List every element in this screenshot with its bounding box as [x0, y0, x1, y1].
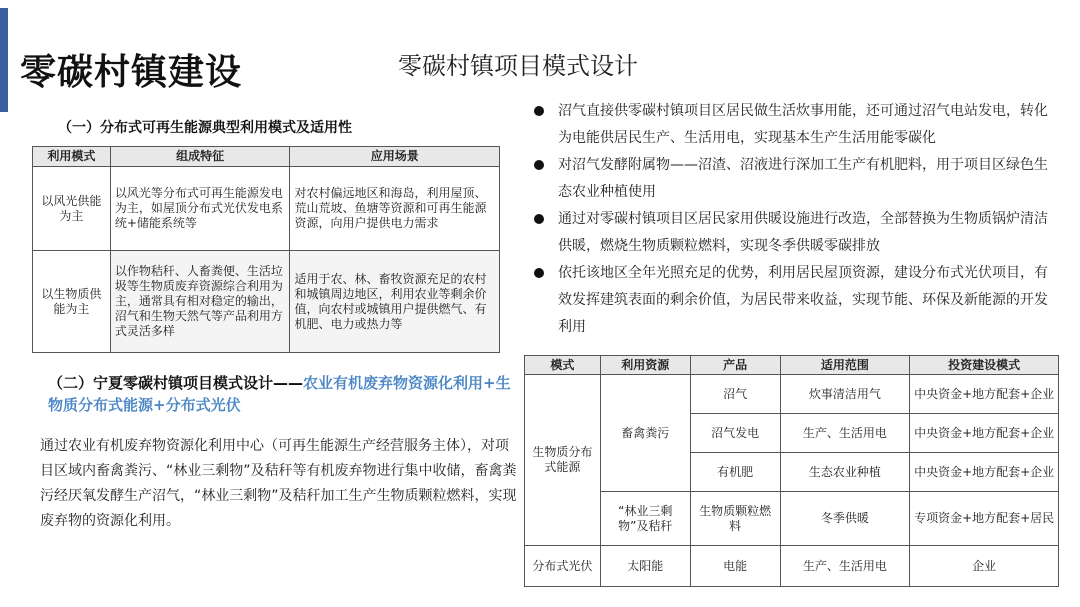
accent-bar [0, 8, 8, 112]
table-cell: 电能 [690, 546, 780, 587]
table-header-row [525, 356, 1059, 375]
table-cell: 生物质分布式能源 [525, 375, 601, 546]
bullet-icon [534, 160, 544, 170]
table-cell: 企业 [910, 546, 1059, 587]
table-cell: 有机肥 [690, 453, 780, 492]
list-item [528, 152, 1058, 206]
table-cell: 以作物秸秆、人畜粪便、生活垃圾等生物质废弃资源综合利用为主，通常具有相对稳定的输出，沼气和生物天然气等产品利用方式灵活多样 [110, 251, 290, 353]
section2-heading-highlight: 农业有机废弃物资源化利用+生物质分布式能源+分布式光伏 [48, 374, 511, 414]
list-item [528, 206, 1058, 260]
table-cell: 生产、生活用电 [780, 546, 910, 587]
column-header: 组成特征 [110, 147, 290, 167]
section1-heading: （一）分布式可再生能源典型利用模式及适用性 [58, 120, 352, 136]
table-cell: 太阳能 [600, 546, 690, 587]
column-header: 模式 [525, 356, 601, 375]
table-cell: 对农村偏远地区和海岛，利用屋顶、荒山荒坡、鱼塘等资源和可再生能源资源，向用户提供电力需求 [290, 167, 500, 251]
table-cell: 以风光供能为主 [33, 167, 111, 251]
list-item-text: 通过对零碳村镇项目区居民家用供暖设施进行改造，全部替换为生物质锅炉清洁供暖，燃烧生物质颗粒燃料，实现冬季供暖零碳排放 [558, 211, 1048, 254]
table-cell: 中央资金+地方配套+企业 [910, 375, 1059, 414]
column-header: 适用范围 [780, 356, 910, 375]
table-cell: 畜禽粪污 [600, 375, 690, 492]
section2-heading [48, 372, 518, 416]
table-cell: 以生物质供能为主 [33, 251, 111, 353]
table-cell: 生产、生活用电 [780, 414, 910, 453]
section2-heading-prefix: （二）宁夏零碳村镇项目模式设计—— [48, 374, 304, 392]
page-subtitle: 零碳村镇项目模式设计 [398, 52, 638, 80]
column-header: 应用场景 [290, 147, 500, 167]
list-item-text: 沼气直接供零碳村镇项目区居民做生活炊事用能，还可通过沼气电站发电，转化为电能供居民生产、生活用电，实现基本生产生活用能零碳化 [558, 103, 1048, 146]
section2-paragraph: 通过农业有机废弃物资源化利用中心（可再生能源生产经营服务主体），对项目区域内畜禽粪污、“林业三剩物”及秸秆等有机废弃物进行集中收储，畜禽粪污经厌氧发酵生产沼气，“林业三剩物”及秸秆加工生产生物质颗粒燃料，实现废弃物的资源化利用。 [40, 438, 517, 529]
bullet-icon [534, 268, 544, 278]
table-row [525, 375, 1059, 414]
table-row [33, 251, 500, 353]
list-item [528, 260, 1058, 341]
table-cell: 适用于农、林、畜牧资源充足的农村和城镇周边地区，利用农业等剩余价值，向农村或城镇用户提供燃气、有机肥、电力或热力等 [290, 251, 500, 353]
list-item [528, 98, 1058, 152]
table-row [525, 546, 1059, 587]
bullet-icon [534, 106, 544, 116]
column-header: 利用模式 [33, 147, 111, 167]
table-row [33, 167, 500, 251]
energy-mode-table [32, 146, 500, 353]
table-header-row [33, 147, 500, 167]
project-mode-table [524, 355, 1059, 587]
list-item-text: 对沼气发酵附属物——沼渣、沼液进行深加工生产有机肥料，用于项目区绿色生态农业种植使用 [558, 157, 1048, 200]
table-cell: 专项资金+地方配套+居民 [910, 492, 1059, 546]
table-cell: 沼气 [690, 375, 780, 414]
bullet-icon [534, 214, 544, 224]
page-title: 零碳村镇建设 [20, 52, 243, 93]
table-cell: 中央资金+地方配套+企业 [910, 414, 1059, 453]
table-cell: 冬季供暖 [780, 492, 910, 546]
table-cell: “林业三剩物”及秸秆 [600, 492, 690, 546]
column-header: 产品 [690, 356, 780, 375]
table-cell: 以风光等分布式可再生能源发电为主，如屋顶分布式光伏发电系统+储能系统等 [110, 167, 290, 251]
column-header: 利用资源 [600, 356, 690, 375]
table-cell: 中央资金+地方配套+企业 [910, 453, 1059, 492]
table-cell: 生物质颗粒燃料 [690, 492, 780, 546]
table-cell: 炊事清洁用气 [780, 375, 910, 414]
column-header: 投资建设模式 [910, 356, 1059, 375]
bullet-list [528, 98, 1058, 341]
table-row [525, 492, 1059, 546]
table-cell: 沼气发电 [690, 414, 780, 453]
table-cell: 分布式光伏 [525, 546, 601, 587]
list-item-text: 依托该地区全年光照充足的优势，利用居民屋顶资源，建设分布式光伏项目，有效发挥建筑表面的剩余价值，为居民带来收益，实现节能、环保及新能源的开发利用 [558, 265, 1048, 335]
table-cell: 生态农业种植 [780, 453, 910, 492]
